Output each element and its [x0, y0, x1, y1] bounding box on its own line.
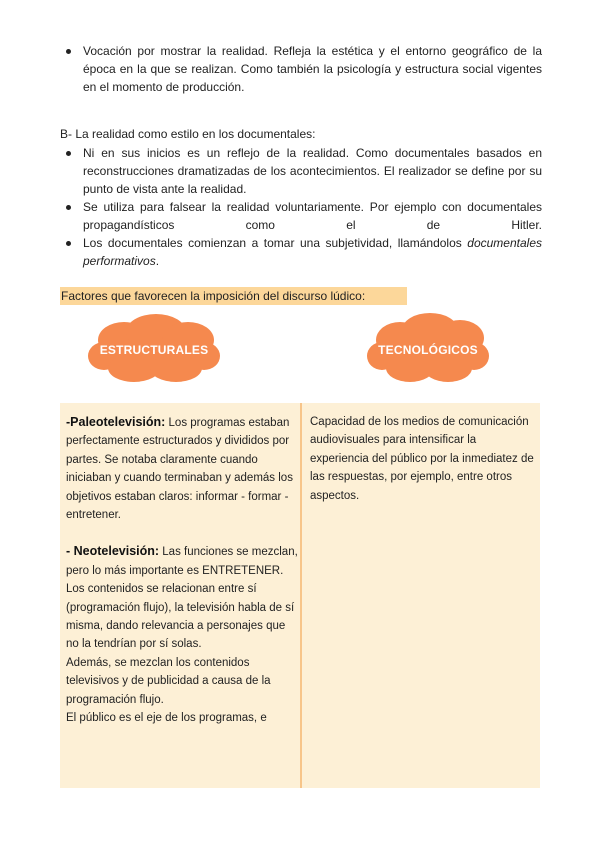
list-item	[60, 198, 542, 234]
list-item-suffix: .	[155, 254, 160, 268]
list-item-italic-term: documentales performativos	[83, 236, 542, 268]
list-item-text: Vocación por mostrar la realidad. Refleja la estética y el entorno geográfico de la época en la que se realizan. Como también la psicología y estructura social vigentes en el momento de producción.	[83, 44, 542, 94]
paleotelevision-paragraph	[66, 413, 298, 524]
list-item	[60, 144, 542, 198]
neotelevision-term: - Neotelevisión:	[66, 544, 160, 559]
bullet-icon	[66, 49, 71, 54]
table-column-divider	[300, 403, 302, 788]
neotelevision-paragraph-3: Además, se mezclan los contenidos televisivos y de publicidad a causa de la programación flujo.	[66, 656, 271, 706]
cloud-estructurales	[84, 310, 224, 388]
tecnologicos-text: Capacidad de los medios de comunicación audiovisuales para intensificar la experiencia del público por la inmediatez de las respuestas, por ejemplo, entre otros aspectos.	[310, 416, 534, 502]
neotelevision-paragraph-4: El público es el eje de los programas, e	[66, 712, 267, 725]
neotelevision-text: Las funciones se mezclan, pero lo más importante es ENTRETENER.	[66, 546, 298, 577]
bullet-icon	[66, 241, 71, 246]
neotelevision-paragraph	[66, 542, 298, 580]
table-cell-tecnologicos	[310, 413, 536, 505]
paleotelevision-term: -Paleotelevisión:	[66, 415, 166, 429]
paleotelevision-text: Los programas estaban perfectamente estructurados y divididos por partes. Se notaba claramente cuando iniciaban y cuando terminaban y además los objetivos estaban claros: informar - formar - entretener.	[66, 417, 293, 522]
list-item	[60, 234, 542, 270]
list-item-text: Se utiliza para falsear la realidad voluntariamente. Por ejemplo con documentales propagandísticos como el de Hitler.	[83, 200, 542, 232]
cloud-label: TECNOLÓGICOS	[378, 343, 478, 357]
factores-heading: Factores que favorecen la imposición del discurso lúdico:	[60, 287, 407, 305]
section-b-heading: B- La realidad como estilo en los documentales:	[60, 127, 316, 141]
neotelevision-paragraph-2: Los contenidos se relacionan entre sí (programación flujo), la televisión habla de sí misma, dando relevancia a personajes que no la tendrían por sí solas.	[66, 583, 295, 651]
list-item	[60, 42, 542, 96]
list-item-text: Ni en sus inicios es un reflejo de la realidad. Como documentales basados en reconstrucciones dramatizadas de los acontecimientos. El realizador se define por su punto de vista ante la realidad.	[83, 146, 542, 196]
section-b-bullet-list	[60, 144, 542, 270]
intro-bullet-list	[60, 42, 542, 96]
bullet-icon	[66, 205, 71, 210]
cloud-tecnologicos	[364, 310, 492, 388]
cloud-label: ESTRUCTURALES	[99, 343, 209, 357]
list-item-text: Los documentales comienzan a tomar una subjetividad, llamándolos	[83, 236, 468, 250]
table-cell-estructurales	[66, 413, 298, 728]
bullet-icon	[66, 151, 71, 156]
